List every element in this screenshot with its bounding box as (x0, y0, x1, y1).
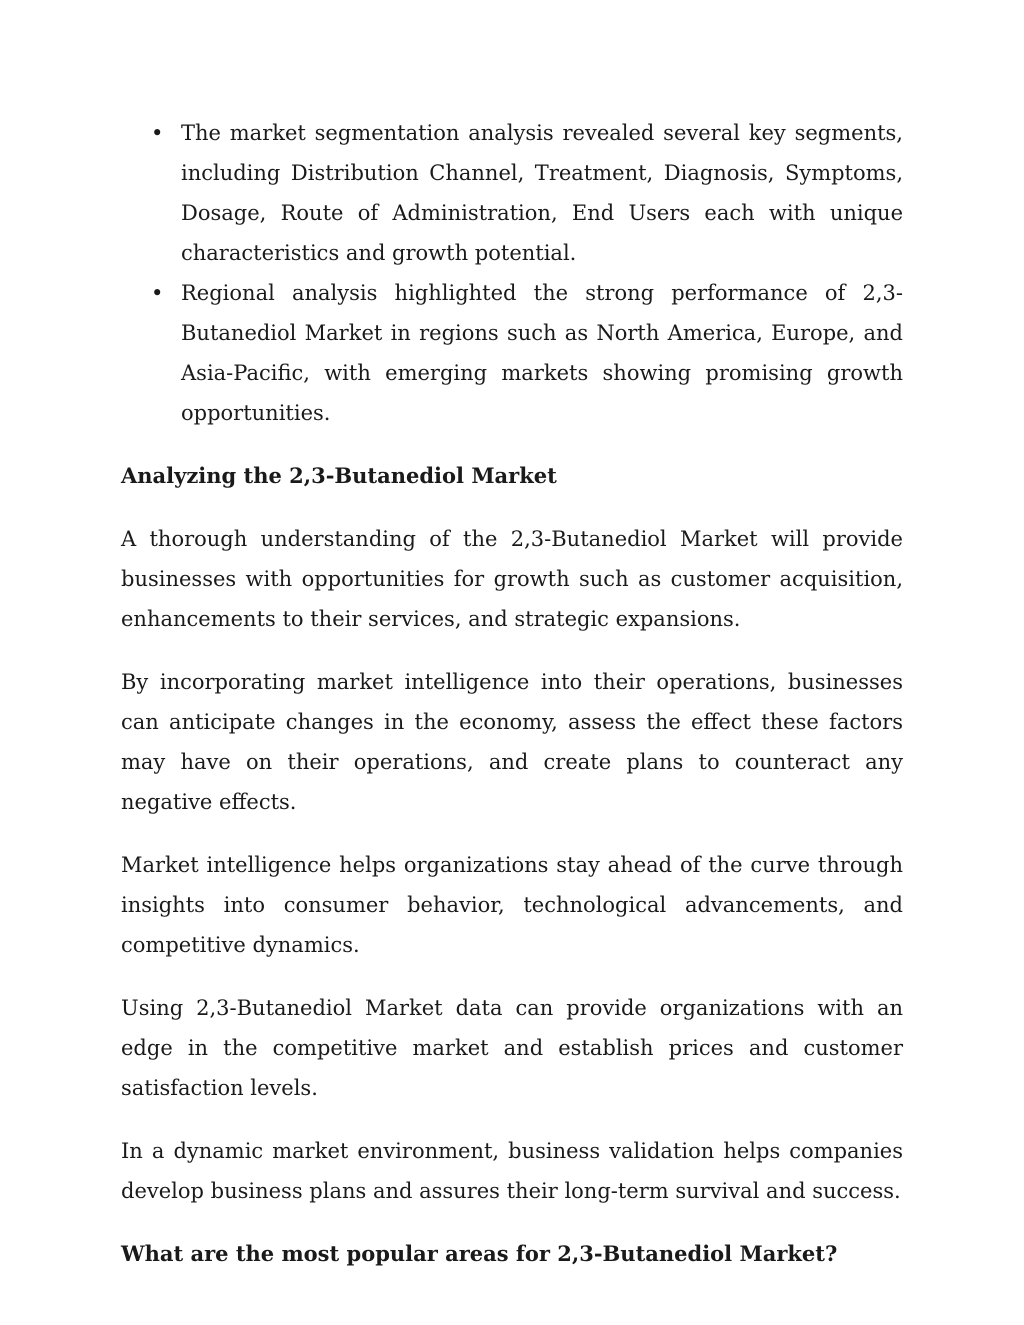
bullet-marker: • (151, 281, 164, 305)
bullet-text: The market segmentation analysis revealed several key segments, including Distribution Channel, Treatment, Diagnosis, Symptoms, Dosage, Route of Administration, End Users each with unique characteristics and growth potential. (181, 121, 903, 265)
bullet-item (121, 113, 903, 273)
paragraph: A thorough understanding of the 2,3-Butanediol Market will provide businesses with opportunities for growth such as customer acquisition, enhancements to their services, and strategic expansions. (121, 527, 903, 631)
paragraph: Using 2,3-Butanediol Market data can provide organizations with an edge in the competitive market and establish prices and customer satisfaction levels. (121, 996, 903, 1100)
bullet-marker: • (151, 121, 164, 145)
bullet-list (121, 113, 903, 433)
document-page (121, 113, 903, 1297)
section-heading: Analyzing the 2,3-Butanediol Market (121, 463, 557, 488)
bullet-item (121, 273, 903, 433)
section-heading: What are the most popular areas for 2,3-Butanediol Market? (121, 1241, 838, 1266)
bullet-text: Regional analysis highlighted the strong performance of 2,3-Butanediol Market in regions such as North America, Europe, and Asia-Pacific, with emerging markets showing promising growth opportunities. (181, 281, 903, 425)
paragraph: In a dynamic market environment, business validation helps companies develop business plans and assures their long-term survival and success. (121, 1139, 903, 1203)
paragraph: Market intelligence helps organizations stay ahead of the curve through insights into consumer behavior, technological advancements, and competitive dynamics. (121, 853, 903, 957)
paragraph: By incorporating market intelligence into their operations, businesses can anticipate changes in the economy, assess the effect these factors may have on their operations, and create plans to counteract any negative effects. (121, 670, 903, 814)
